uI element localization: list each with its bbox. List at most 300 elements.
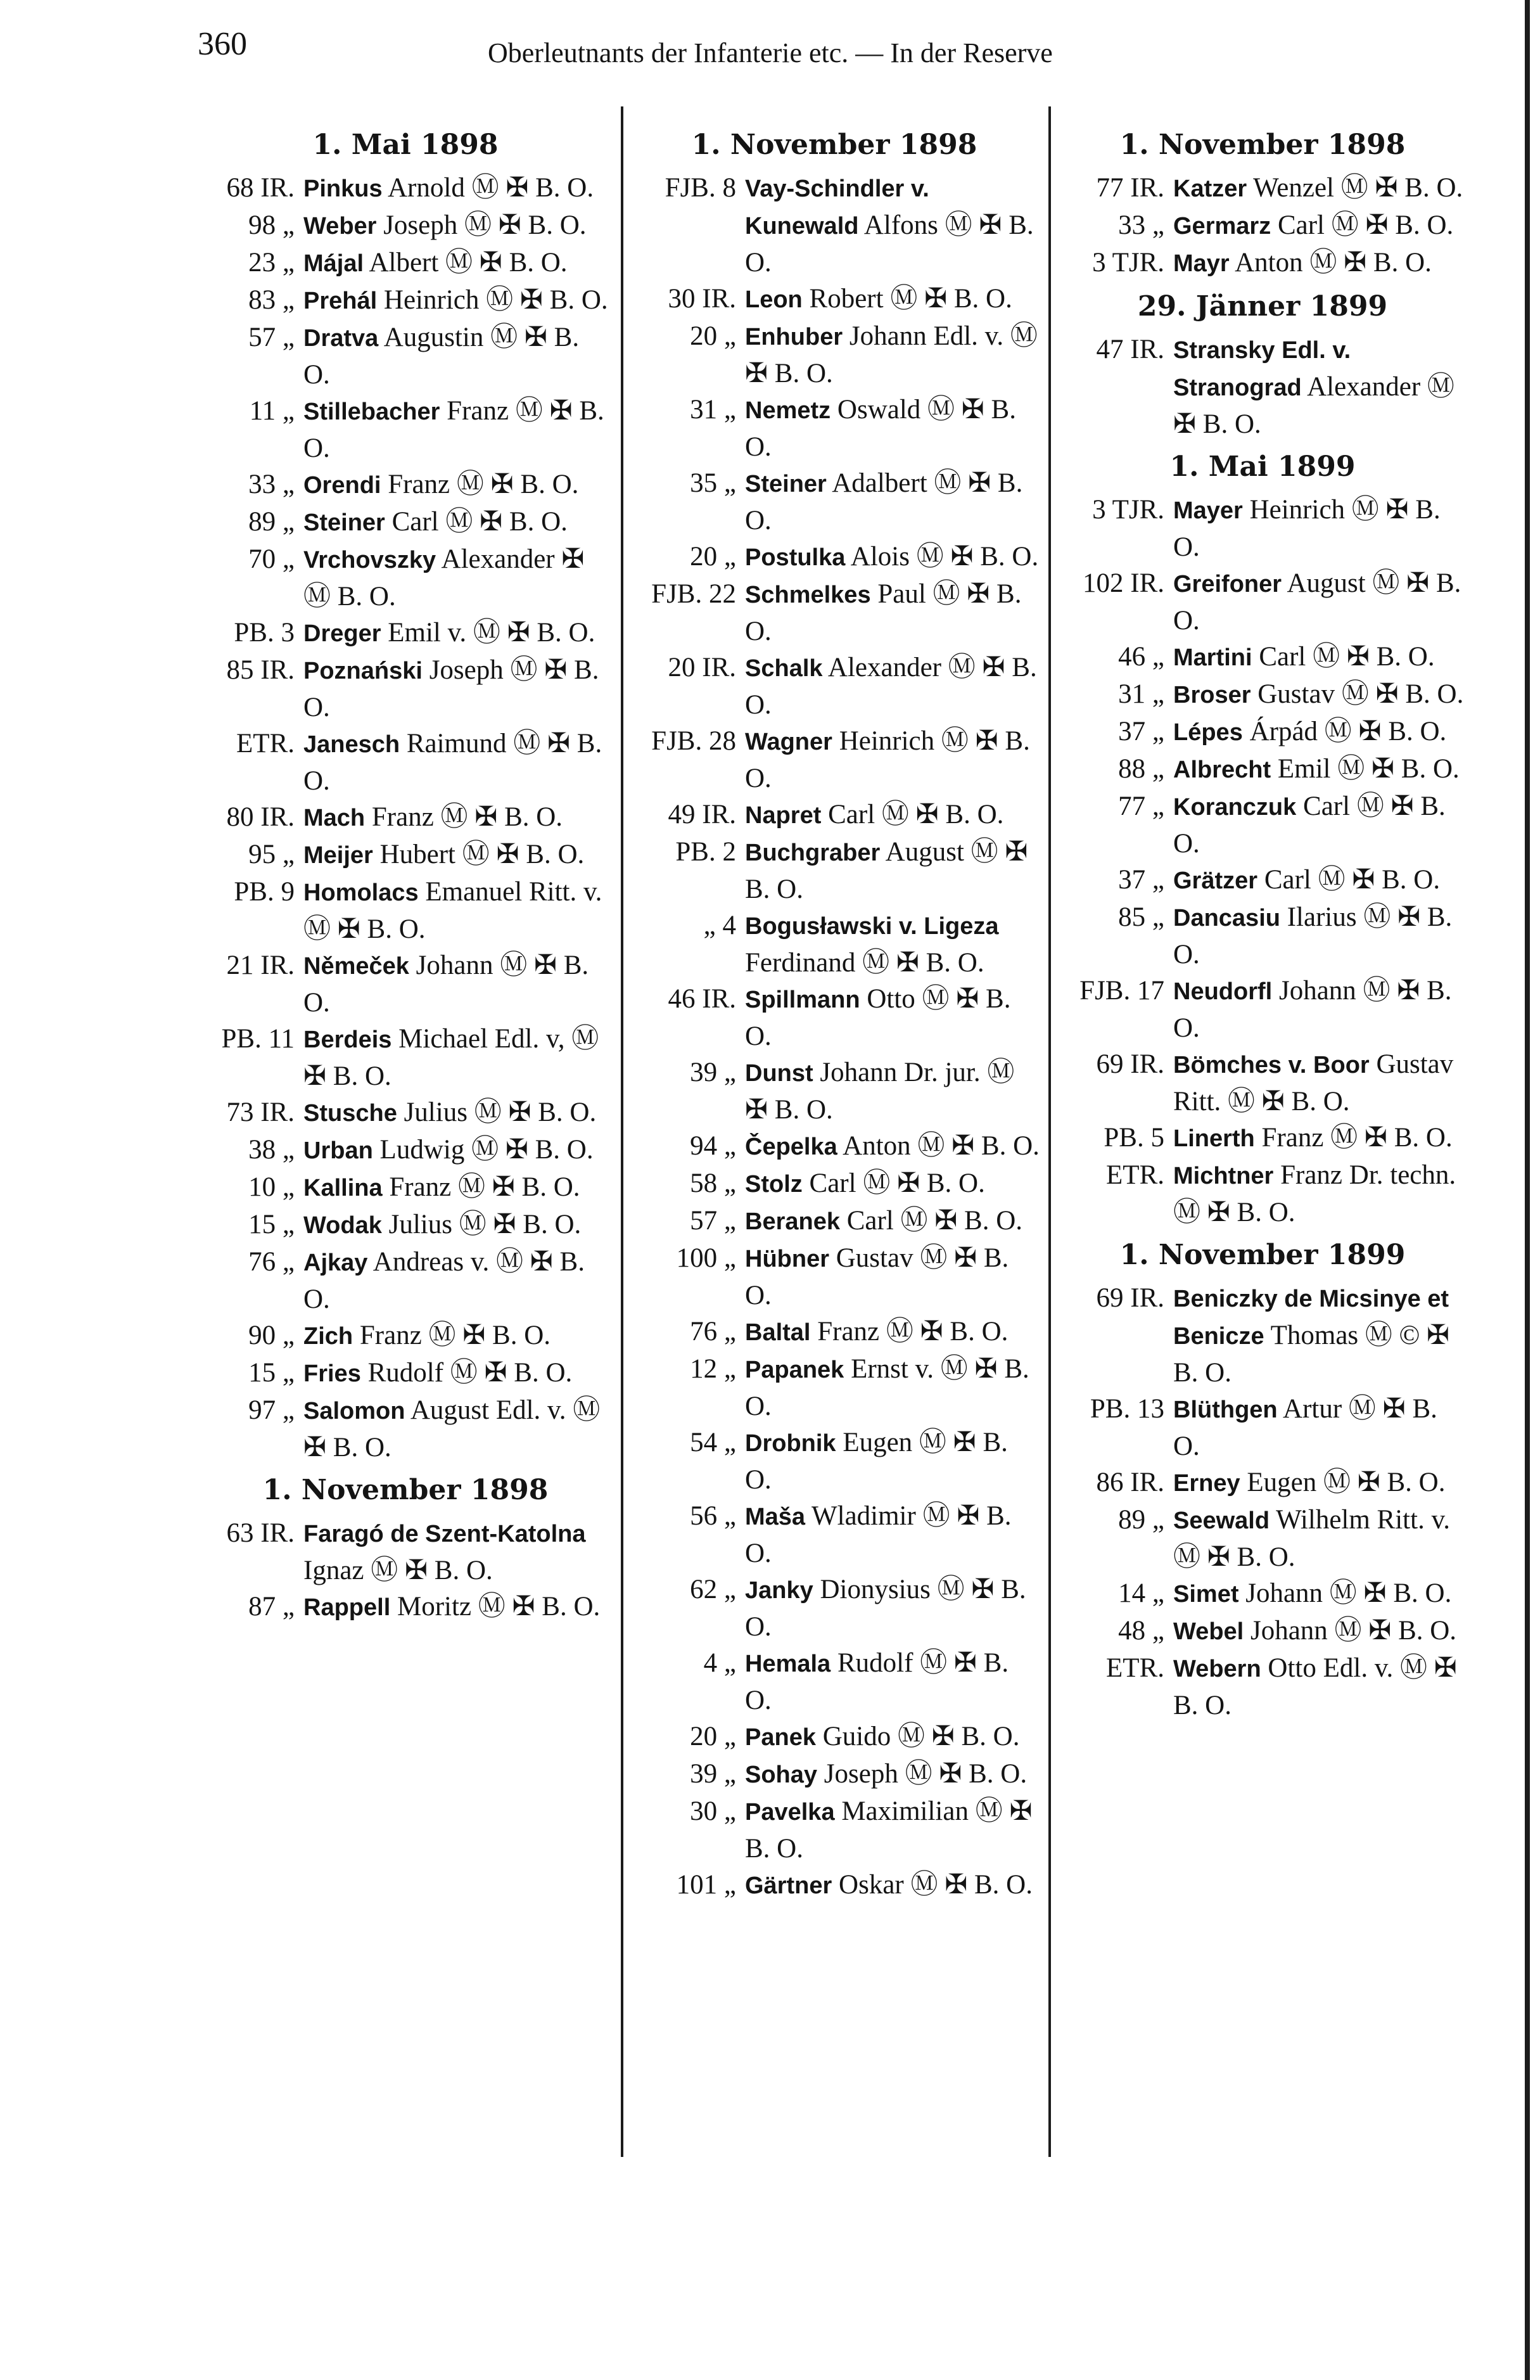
officer-entry xyxy=(1057,973,1468,1046)
unit-label: 95 „ xyxy=(248,840,295,869)
unit-label: 102 IR. xyxy=(1083,568,1164,598)
entry-body xyxy=(1173,245,1468,282)
given-name-and-decorations: Oswald Ⓜ ✠ B. O. xyxy=(745,395,1016,462)
unit-label: 15 „ xyxy=(248,1210,295,1239)
given-name-and-decorations: August Ⓜ ✠ B. O. xyxy=(745,837,1028,904)
given-name-and-decorations: Otto Ⓜ ✠ B. O. xyxy=(745,984,1011,1051)
surname: Hübner xyxy=(745,1246,829,1272)
officer-entry xyxy=(1057,751,1468,788)
entry-body xyxy=(1173,1391,1468,1464)
officer-entry xyxy=(628,834,1040,907)
given-name-and-decorations: Joseph Ⓜ ✠ B. O. xyxy=(824,1759,1028,1789)
given-name-and-decorations: Wilhelm Ritt. v. Ⓜ ✠ B. O. xyxy=(1173,1505,1451,1572)
entry-body xyxy=(303,1169,611,1206)
surname: Fries xyxy=(303,1360,361,1387)
given-name-and-decorations: Johann Ⓜ ✠ B. O. xyxy=(1173,976,1452,1043)
surname: Pavelka xyxy=(745,1799,835,1826)
unit-label: 30 „ xyxy=(690,1796,736,1826)
surname: Simet xyxy=(1173,1581,1239,1608)
entry-body xyxy=(745,1314,1040,1351)
given-name-and-decorations: Carl Ⓜ ✠ B. O. xyxy=(809,1168,985,1198)
given-name-and-decorations: Oskar Ⓜ ✠ B. O. xyxy=(839,1870,1033,1900)
unit-label: 70 „ xyxy=(248,544,295,574)
given-name-and-decorations: August Edl. v. Ⓜ ✠ B. O. xyxy=(303,1395,601,1462)
given-name-and-decorations: Emil v. Ⓜ ✠ B. O. xyxy=(388,618,595,648)
unit-label: PB. 5 xyxy=(1104,1123,1164,1153)
given-name-and-decorations: Andreas v. Ⓜ ✠ B. O. xyxy=(303,1247,585,1314)
surname: Mach xyxy=(303,805,366,831)
surname: Bogusławski v. Ligeza xyxy=(745,913,999,940)
unit-label: 38 „ xyxy=(248,1135,295,1165)
unit-label: 56 „ xyxy=(690,1501,736,1531)
officer-entry xyxy=(1057,1502,1468,1575)
officer-entry xyxy=(628,1498,1040,1571)
surname: Blüthgen xyxy=(1173,1397,1278,1423)
surname: Postulka xyxy=(745,544,846,571)
entry-body xyxy=(303,245,611,282)
surname: Homolacs xyxy=(303,880,419,906)
surname: Weber xyxy=(303,213,377,240)
given-name-and-decorations: Raimund Ⓜ ✠ B. O. xyxy=(303,729,602,796)
unit-label: 46 IR. xyxy=(668,984,736,1014)
officer-entry xyxy=(200,319,611,393)
unit-label: 23 „ xyxy=(248,248,295,278)
unit-label: 14 „ xyxy=(1118,1578,1164,1608)
officer-entry xyxy=(200,504,611,541)
officer-entry xyxy=(1057,676,1468,713)
surname: Salomon xyxy=(303,1398,405,1424)
surname: Michtner xyxy=(1173,1163,1274,1189)
officer-entry xyxy=(200,874,611,947)
given-name-and-decorations: Guido Ⓜ ✠ B. O. xyxy=(822,1722,1020,1751)
unit-label: 20 „ xyxy=(690,321,736,351)
officer-entry xyxy=(1057,1120,1468,1157)
surname: Vrchovszky xyxy=(303,547,436,573)
officer-entry xyxy=(200,1206,611,1244)
entry-body xyxy=(745,539,1040,576)
unit-label: FJB. 17 xyxy=(1079,976,1164,1006)
given-name-and-decorations: Gustav Ⓜ ✠ B. O. xyxy=(745,1243,1009,1310)
given-name-and-decorations: Carl Ⓜ ✠ B. O. xyxy=(828,800,1004,829)
entry-body xyxy=(1173,1613,1468,1650)
entry-body xyxy=(303,726,611,799)
surname: Steiner xyxy=(303,509,385,536)
surname: Napret xyxy=(745,802,822,829)
entry-body xyxy=(745,649,1040,723)
entry-body xyxy=(745,1054,1040,1128)
given-name-and-decorations: Anton Ⓜ ✠ B. O. xyxy=(1235,248,1432,278)
surname: Janky xyxy=(745,1577,813,1604)
officer-entry xyxy=(628,465,1040,539)
entry-body xyxy=(745,392,1040,465)
officer-entry xyxy=(628,723,1040,797)
officer-entry xyxy=(200,466,611,504)
officer-entry xyxy=(628,1165,1040,1203)
entry-body xyxy=(745,318,1040,392)
unit-label: 98 „ xyxy=(248,210,295,240)
entry-body xyxy=(1173,565,1468,639)
given-name-and-decorations: Alfons Ⓜ ✠ B. O. xyxy=(745,210,1034,278)
surname: Webern xyxy=(1173,1656,1261,1682)
given-name-and-decorations: Eugen Ⓜ ✠ B. O. xyxy=(1247,1468,1446,1497)
entry-body xyxy=(745,723,1040,797)
officer-entry xyxy=(628,1424,1040,1498)
given-name-and-decorations: Franz Ⓜ ✠ B. O. xyxy=(303,396,604,463)
entry-body xyxy=(745,281,1040,318)
section-heading: 1. November 1899 xyxy=(1119,1239,1406,1271)
entry-body xyxy=(745,834,1040,907)
surname: Wodak xyxy=(303,1212,382,1239)
officer-entry xyxy=(628,1867,1040,1904)
entry-body xyxy=(745,1498,1040,1571)
given-name-and-decorations: Wenzel Ⓜ ✠ B. O. xyxy=(1253,173,1463,203)
entry-body xyxy=(303,1206,611,1244)
officer-entry xyxy=(200,1094,611,1132)
surname: Panek xyxy=(745,1724,816,1751)
given-name-and-decorations: Ferdinand Ⓜ ✠ B. O. xyxy=(745,948,984,978)
unit-label: 89 „ xyxy=(1118,1505,1164,1535)
officer-entry xyxy=(628,1571,1040,1645)
surname: Hemala xyxy=(745,1651,831,1677)
officer-entry xyxy=(628,170,1040,281)
officer-entry xyxy=(1057,1650,1468,1724)
entry-body xyxy=(1173,676,1468,713)
column-right xyxy=(1057,120,1468,1724)
section-heading: 29. Jänner 1899 xyxy=(1137,290,1388,323)
unit-label: 30 IR. xyxy=(668,284,736,314)
surname: Ajkay xyxy=(303,1250,368,1276)
given-name-and-decorations: Emanuel Ritt. v. Ⓜ ✠ B. O. xyxy=(303,877,602,944)
officer-entry xyxy=(200,1317,611,1355)
officer-entry xyxy=(1057,1464,1468,1502)
given-name-and-decorations: Ignaz Ⓜ ✠ B. O. xyxy=(303,1556,493,1585)
unit-label: 85 IR. xyxy=(226,655,295,685)
surname: Neudorfl xyxy=(1173,978,1273,1005)
unit-label: 57 „ xyxy=(690,1206,736,1236)
officer-entry xyxy=(200,1589,611,1626)
surname: Greifoner xyxy=(1173,571,1282,598)
entry-body xyxy=(745,465,1040,539)
given-name-and-decorations: Julius Ⓜ ✠ B. O. xyxy=(388,1210,582,1239)
officer-entry xyxy=(200,1169,611,1206)
given-name-and-decorations: Joseph Ⓜ ✠ B. O. xyxy=(303,655,599,722)
entry-body xyxy=(303,170,611,207)
unit-label: 101 „ xyxy=(676,1870,736,1900)
given-name-and-decorations: Alexander ✠ Ⓜ B. O. xyxy=(303,544,585,611)
given-name-and-decorations: Carl Ⓜ ✠ B. O. xyxy=(1264,865,1441,895)
unit-label: 83 „ xyxy=(248,285,295,315)
surname: Orendi xyxy=(303,472,381,499)
unit-label: 31 „ xyxy=(690,395,736,425)
officer-entry xyxy=(1057,899,1468,973)
column-middle xyxy=(628,120,1040,1904)
surname: Kallina xyxy=(303,1175,383,1201)
entry-body xyxy=(1173,713,1468,751)
entry-body xyxy=(303,393,611,466)
given-name-and-decorations: Carl Ⓜ ✠ B. O. xyxy=(1173,791,1446,859)
given-name-and-decorations: Alexander Ⓜ ✠ B. O. xyxy=(1173,372,1454,439)
given-name-and-decorations: Joseph Ⓜ ✠ B. O. xyxy=(383,210,587,240)
unit-label: PB. 13 xyxy=(1090,1394,1164,1424)
given-name-and-decorations: Árpád Ⓜ ✠ B. O. xyxy=(1249,717,1447,746)
unit-label: 20 „ xyxy=(690,542,736,572)
unit-label: ETR. xyxy=(1106,1160,1164,1190)
officer-entry xyxy=(628,1351,1040,1424)
given-name-and-decorations: August Ⓜ ✠ B. O. xyxy=(1173,568,1461,636)
surname: Webel xyxy=(1173,1618,1244,1645)
given-name-and-decorations: Gustav Ⓜ ✠ B. O. xyxy=(1257,679,1464,709)
entry-body xyxy=(745,1645,1040,1718)
entry-body xyxy=(745,1203,1040,1240)
unit-label: 62 „ xyxy=(690,1575,736,1604)
given-name-and-decorations: Johann Ⓜ ✠ B. O. xyxy=(1250,1616,1457,1646)
surname: Němeček xyxy=(303,953,409,980)
given-name-and-decorations: Adalbert Ⓜ ✠ B. O. xyxy=(745,468,1023,535)
given-name-and-decorations: Franz Ⓜ ✠ B. O. xyxy=(371,802,563,832)
officer-entry xyxy=(1057,1157,1468,1231)
entry-body xyxy=(745,1718,1040,1756)
section-heading: 1. November 1898 xyxy=(262,1474,549,1506)
given-name-and-decorations: Otto Edl. v. Ⓜ ✠ B. O. xyxy=(1173,1653,1457,1720)
given-name-and-decorations: Franz Ⓜ ✠ B. O. xyxy=(359,1321,551,1350)
surname: Dratva xyxy=(303,325,379,352)
surname: Janesch xyxy=(303,731,400,758)
entry-body xyxy=(745,1240,1040,1314)
surname: Mayer xyxy=(1173,497,1243,524)
unit-label: 69 IR. xyxy=(1096,1049,1164,1079)
given-name-and-decorations: Heinrich Ⓜ ✠ B. O. xyxy=(383,285,608,315)
officer-entry xyxy=(1057,713,1468,751)
entry-body xyxy=(745,1756,1040,1793)
unit-label: 39 „ xyxy=(690,1759,736,1789)
unit-label: FJB. 8 xyxy=(665,173,736,203)
surname: Baltal xyxy=(745,1319,811,1346)
surname: Wagner xyxy=(745,729,832,755)
officer-entry xyxy=(1057,170,1468,207)
entry-body xyxy=(745,170,1040,281)
surname: Stillebacher xyxy=(303,399,440,425)
surname: Meijer xyxy=(303,842,373,869)
surname: Linerth xyxy=(1173,1125,1255,1152)
unit-label: 37 „ xyxy=(1118,717,1164,746)
given-name-and-decorations: Eugen Ⓜ ✠ B. O. xyxy=(745,1428,1008,1495)
entry-body xyxy=(1173,170,1468,207)
entry-body xyxy=(303,1589,611,1626)
surname: Dreger xyxy=(303,620,381,647)
entry-body xyxy=(1173,1502,1468,1575)
given-name-and-decorations: Alexander Ⓜ ✠ B. O. xyxy=(745,653,1037,720)
entry-body xyxy=(303,319,611,393)
given-name-and-decorations: Heinrich Ⓜ ✠ B. O. xyxy=(745,726,1030,793)
unit-label: PB. 2 xyxy=(675,837,736,867)
unit-label: 58 „ xyxy=(690,1168,736,1198)
officer-entry xyxy=(1057,245,1468,282)
surname: Drobnik xyxy=(745,1430,836,1457)
surname: Martini xyxy=(1173,644,1252,671)
entry-body xyxy=(303,947,611,1021)
unit-label: 46 „ xyxy=(1118,642,1164,672)
given-name-and-decorations: Julius Ⓜ ✠ B. O. xyxy=(404,1097,597,1127)
officer-entry xyxy=(200,282,611,319)
surname: Enhuber xyxy=(745,324,843,350)
given-name-and-decorations: Dionysius Ⓜ ✠ B. O. xyxy=(745,1575,1026,1642)
unit-label: PB. 9 xyxy=(234,877,295,907)
surname: Beranek xyxy=(745,1208,840,1235)
right-edge-rule xyxy=(1525,0,1530,2380)
surname: Steiner xyxy=(745,471,827,497)
officer-entry xyxy=(200,1244,611,1317)
unit-label: 80 IR. xyxy=(226,802,295,832)
officer-entry xyxy=(200,652,611,726)
entry-body xyxy=(1173,788,1468,862)
given-name-and-decorations: Heinrich Ⓜ ✠ B. O. xyxy=(1173,495,1441,562)
officer-entry xyxy=(628,1793,1040,1867)
entry-body xyxy=(745,1424,1040,1498)
unit-label: 35 „ xyxy=(690,468,736,498)
officer-entry xyxy=(200,1355,611,1392)
officer-entry xyxy=(200,541,611,615)
unit-label: 89 „ xyxy=(248,507,295,537)
entry-body xyxy=(1173,899,1468,973)
entry-body xyxy=(303,615,611,652)
unit-label: 47 IR. xyxy=(1096,335,1164,364)
unit-label: 77 IR. xyxy=(1096,173,1164,203)
entry-body xyxy=(745,1571,1040,1645)
unit-label: 63 IR. xyxy=(226,1518,295,1548)
unit-label: 31 „ xyxy=(1118,679,1164,709)
entry-body xyxy=(303,799,611,836)
unit-label: 39 „ xyxy=(690,1058,736,1087)
surname: Erney xyxy=(1173,1470,1240,1497)
unit-label: 87 „ xyxy=(248,1592,295,1622)
unit-label: 20 IR. xyxy=(668,653,736,682)
officer-entry xyxy=(628,281,1040,318)
entry-body xyxy=(1173,1046,1468,1120)
surname: Poznański xyxy=(303,658,423,684)
unit-label: „ 4 xyxy=(703,911,736,940)
officer-entry xyxy=(628,1314,1040,1351)
officer-entry xyxy=(628,576,1040,649)
entry-body xyxy=(303,504,611,541)
entry-body xyxy=(1173,207,1468,245)
officer-entry xyxy=(1057,862,1468,899)
officer-entry xyxy=(628,797,1040,834)
given-name-and-decorations: Ilarius Ⓜ ✠ B. O. xyxy=(1173,902,1453,969)
section-heading: 1. Mai 1898 xyxy=(312,129,499,161)
given-name-and-decorations: Ernst v. Ⓜ ✠ B. O. xyxy=(745,1354,1029,1421)
entry-body xyxy=(1173,1120,1468,1157)
surname: Urban xyxy=(303,1137,373,1164)
officer-entry xyxy=(1057,1613,1468,1650)
surname: Stolz xyxy=(745,1171,803,1198)
unit-label: ETR. xyxy=(1106,1653,1164,1683)
officer-entry xyxy=(628,1645,1040,1718)
surname: Sohay xyxy=(745,1762,818,1788)
unit-label: 86 IR. xyxy=(1096,1468,1164,1497)
unit-label: 10 „ xyxy=(248,1172,295,1202)
surname: Berdeis xyxy=(303,1027,392,1053)
officer-entry xyxy=(628,1756,1040,1793)
given-name-and-decorations: Augustin Ⓜ ✠ B. O. xyxy=(303,323,580,390)
column-divider xyxy=(1048,106,1051,2157)
given-name-and-decorations: Franz Ⓜ ✠ B. O. xyxy=(388,470,579,499)
officer-entry xyxy=(1057,492,1468,565)
page-number: 360 xyxy=(198,26,247,62)
unit-label: 97 „ xyxy=(248,1395,295,1425)
page-header: Oberleutnants der Infanterie etc. — In der Reserve xyxy=(488,37,1053,68)
unit-label: 100 „ xyxy=(676,1243,736,1273)
entry-body xyxy=(303,207,611,245)
unit-label: FJB. 22 xyxy=(651,579,736,609)
officer-entry xyxy=(200,1392,611,1466)
unit-label: 4 „ xyxy=(703,1648,736,1678)
surname: Broser xyxy=(1173,682,1251,708)
given-name-and-decorations: Maximilian Ⓜ ✠ B. O. xyxy=(745,1796,1033,1864)
given-name-and-decorations: Artur Ⓜ ✠ B. O. xyxy=(1173,1394,1437,1461)
entry-body xyxy=(303,1021,611,1094)
surname: Albrecht xyxy=(1173,757,1271,783)
officer-entry xyxy=(200,170,611,207)
entry-body xyxy=(303,1392,611,1466)
officer-entry xyxy=(1057,1046,1468,1120)
section-heading: 1. November 1898 xyxy=(691,129,977,161)
officer-entry xyxy=(628,1128,1040,1165)
given-name-and-decorations: Carl Ⓜ ✠ B. O. xyxy=(391,507,568,537)
given-name-and-decorations: Franz Dr. techn. Ⓜ ✠ B. O. xyxy=(1173,1160,1456,1227)
surname: Katzer xyxy=(1173,176,1247,202)
unit-label: 3 TJR. xyxy=(1092,495,1164,525)
entry-body xyxy=(745,981,1040,1054)
surname: Leon xyxy=(745,286,803,313)
officer-entry xyxy=(200,1515,611,1589)
surname: Mayr xyxy=(1173,250,1230,277)
entry-body xyxy=(745,1128,1040,1165)
officer-entry xyxy=(628,649,1040,723)
officer-entry xyxy=(628,1054,1040,1128)
entry-body xyxy=(303,874,611,947)
unit-label: 37 „ xyxy=(1118,865,1164,895)
surname: Stransky Edl. v. Stranograd xyxy=(1173,337,1351,401)
entry-body xyxy=(745,1165,1040,1203)
unit-label: 69 IR. xyxy=(1096,1283,1164,1313)
entry-body xyxy=(1173,1464,1468,1502)
given-name-and-decorations: Johann Ⓜ ✠ B. O. xyxy=(303,950,589,1018)
entry-body xyxy=(303,1317,611,1355)
unit-label: ETR. xyxy=(236,729,295,758)
unit-label: 57 „ xyxy=(248,323,295,352)
surname: Spillmann xyxy=(745,987,860,1013)
officer-entry xyxy=(1057,1280,1468,1391)
officer-entry xyxy=(628,1203,1040,1240)
given-name-and-decorations: Hubert Ⓜ ✠ B. O. xyxy=(379,840,585,869)
surname: Maša xyxy=(745,1504,806,1530)
unit-label: 54 „ xyxy=(690,1428,736,1457)
entry-body xyxy=(745,797,1040,834)
surname: Schalk xyxy=(745,655,823,682)
officer-entry xyxy=(200,836,611,874)
surname: Faragó de Szent-Katolna xyxy=(303,1521,586,1547)
given-name-and-decorations: Franz Ⓜ ✠ B. O. xyxy=(1261,1123,1453,1153)
officer-entry xyxy=(200,726,611,799)
unit-label: 48 „ xyxy=(1118,1616,1164,1646)
officer-entry xyxy=(200,393,611,466)
given-name-and-decorations: Franz Ⓜ ✠ B. O. xyxy=(389,1172,580,1202)
surname: Koranczuk xyxy=(1173,794,1297,821)
surname: Grätzer xyxy=(1173,867,1258,894)
unit-label: 85 „ xyxy=(1118,902,1164,932)
entry-body xyxy=(303,1515,611,1589)
given-name-and-decorations: Gustav Ritt. Ⓜ ✠ B. O. xyxy=(1173,1049,1454,1116)
